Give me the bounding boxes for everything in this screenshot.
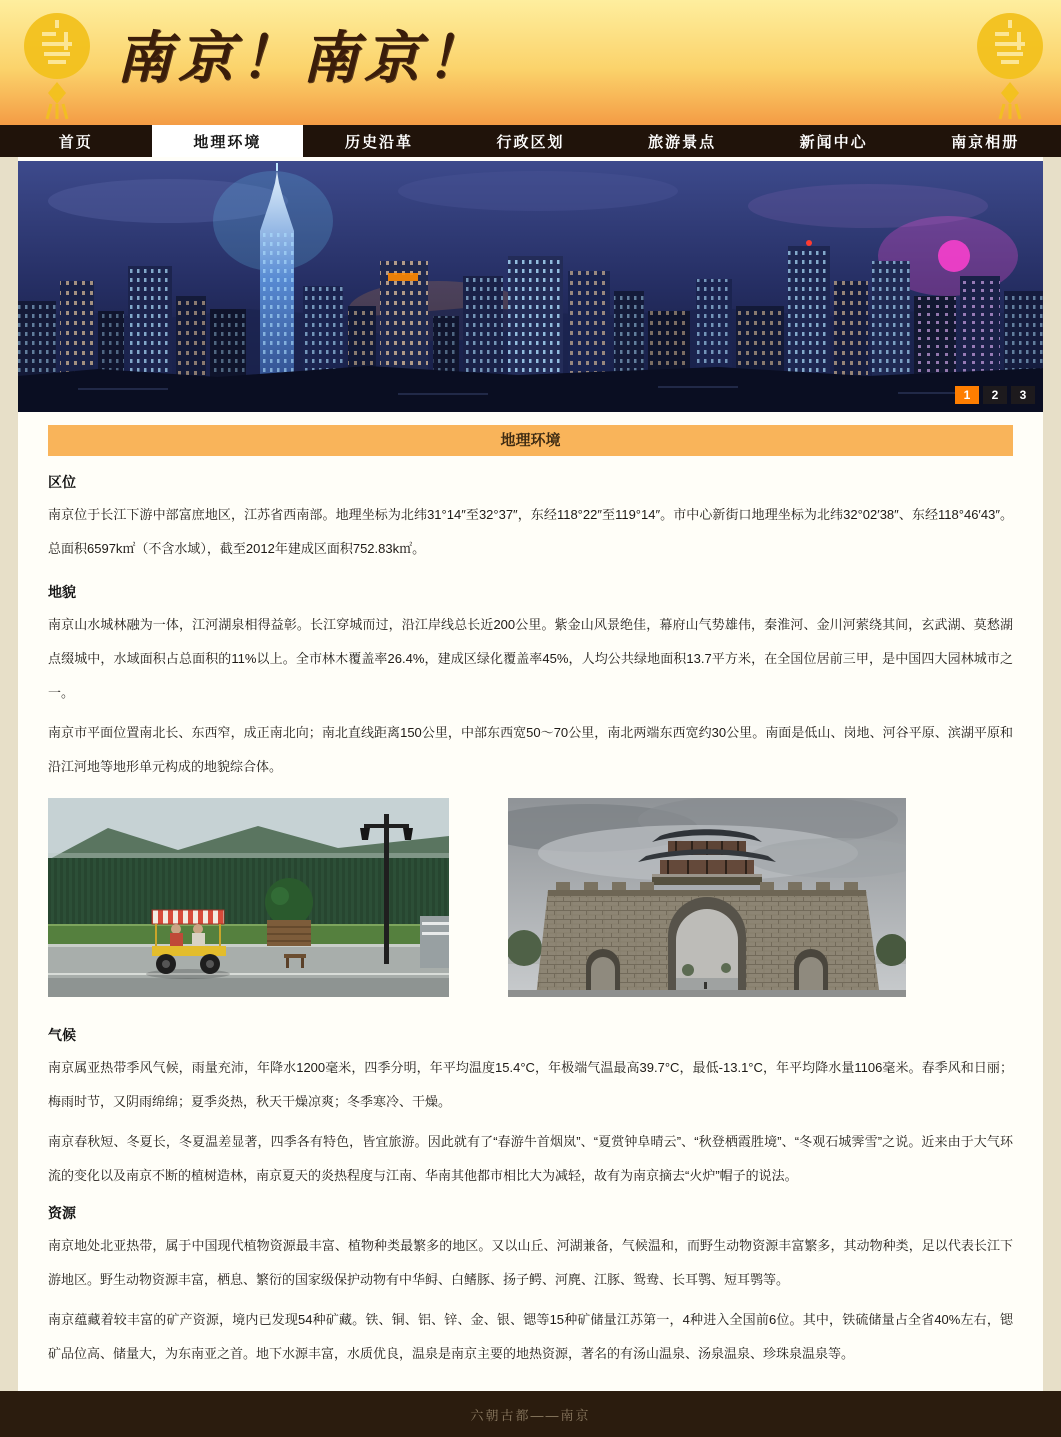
content-container <box>18 157 1043 1391</box>
footer-text: 六朝古都——南京 <box>470 1407 591 1423</box>
hero-pager <box>955 386 1035 404</box>
nav-item-districts[interactable]: 行政区划 <box>496 133 565 151</box>
paragraph-location: 南京位于长江下游中部富庶地区，江苏省西南部。地理坐标为北纬31°14″至32°37″，东经118°22″至119°14″。市中心新街口地理坐标为北纬32°02′38″、东经118°46′43″。总面积6597k㎡（不含水域），截至2012年建成区面积752.83k㎡。 <box>48 507 1013 556</box>
nav-item-news[interactable]: 新闻中心 <box>799 133 868 151</box>
photo-row <box>48 798 1013 997</box>
paragraph-climate-1: 南京属亚热带季风气候，雨量充沛，年降水1200毫米，四季分明，年平均温度15.4°C，年极端气温最高39.7°C，最低-13.1°C，年平均降水量1106毫米。春季风和日丽；梅雨时节，又阴雨绵绵；夏季炎热，秋天干燥凉爽；冬季寒冷、干燥。 <box>48 1060 1013 1109</box>
hero-carousel <box>18 161 1043 412</box>
nav-item-geography[interactable]: 地理环境 <box>152 125 304 157</box>
site-footer <box>0 1391 1061 1437</box>
section-heading-climate: 气候 <box>48 1027 76 1043</box>
zhonghua-gate-photo <box>508 798 906 997</box>
article-content <box>48 472 1013 1371</box>
nav-item-album[interactable]: 南京相册 <box>951 133 1020 151</box>
site-title: 南京！南京！ <box>116 26 488 89</box>
section-heading-resources: 资源 <box>48 1205 76 1221</box>
page-section-title: 地理环境 <box>48 425 1013 456</box>
park-cycling-photo <box>48 798 449 997</box>
section-heading-landform: 地貌 <box>48 584 76 600</box>
slide-button-1[interactable]: 1 <box>955 386 979 404</box>
nav-item-history[interactable]: 历史沿革 <box>344 133 413 151</box>
paragraph-landform-1: 南京山水城林融为一体，江河湖泉相得益彰。长江穿城而过，沿江岸线总长近200公里。紫金山风景绝佳，幕府山气势雄伟，秦淮河、金川河萦绕其间，玄武湖、莫愁湖点缀城中，水域面积占总面积的11%以上。全市林木覆盖率26.4%，建成区绿化覆盖率45%，人均公共绿地面积13.7平方米，在全国位居前三甲，是中国四大园林城市之一。 <box>48 617 1013 700</box>
paragraph-landform-2: 南京市平面位置南北长、东西窄，成正南北向；南北直线距离150公里，中部东西宽50～70公里，南北两端东西宽约30公里。南面是低山、岗地、河谷平原、滨湖平原和沿江河地等地形单元构成的地貌综合体。 <box>48 725 1013 774</box>
site-header <box>0 0 1061 125</box>
paragraph-resources-1: 南京地处北亚热带，属于中国现代植物资源最丰富、植物种类最繁多的地区。又以山丘、河湖兼备，气候温和，而野生动物资源丰富繁多，其动物种类，足以代表长江下游地区。野生动物资源丰富，栖息、繁衍的国家级保护动物有中华鲟、白鳍豚、扬子鳄、河麂、江豚、鸳鸯、长耳鹗、短耳鹗等。 <box>48 1238 1013 1287</box>
slide-button-2[interactable]: 2 <box>983 386 1007 404</box>
paragraph-climate-2: 南京春秋短、冬夏长，冬夏温差显著，四季各有特色，皆宜旅游。因此就有了“春游牛首烟岚”、“夏赏钟阜晴云”、“秋登栖霞胜境”、“冬观石城霁雪”之说。近来由于大气环流的变化以及南京不断的植树造林，南京夏天的炎热程度与江南、华南其他都市相比大为减轻，故有为南京摘去“火炉”帽子的说法。 <box>48 1134 1013 1183</box>
main-nav <box>0 125 1061 157</box>
gold-seal-icon <box>967 6 1053 121</box>
gold-seal-icon <box>14 6 100 121</box>
nav-item-home[interactable]: 首页 <box>58 133 93 151</box>
slide-button-3[interactable]: 3 <box>1011 386 1035 404</box>
nav-item-attractions[interactable]: 旅游景点 <box>648 133 717 151</box>
section-heading-location: 区位 <box>48 474 76 490</box>
paragraph-resources-2: 南京蕴藏着较丰富的矿产资源，境内已发现54种矿藏。铁、铜、铝、锌、金、银、锶等15种矿储量江苏第一，4种进入全国前6位。其中，铁硫储量占全省40%左右，锶矿品位高、储量大，为东南亚之首。地下水源丰富，水质优良，温泉是南京主要的地热资源，著名的有汤山温泉、汤泉温泉、珍珠泉温泉等。 <box>48 1312 1013 1361</box>
night-skyline-photo <box>18 161 1043 412</box>
